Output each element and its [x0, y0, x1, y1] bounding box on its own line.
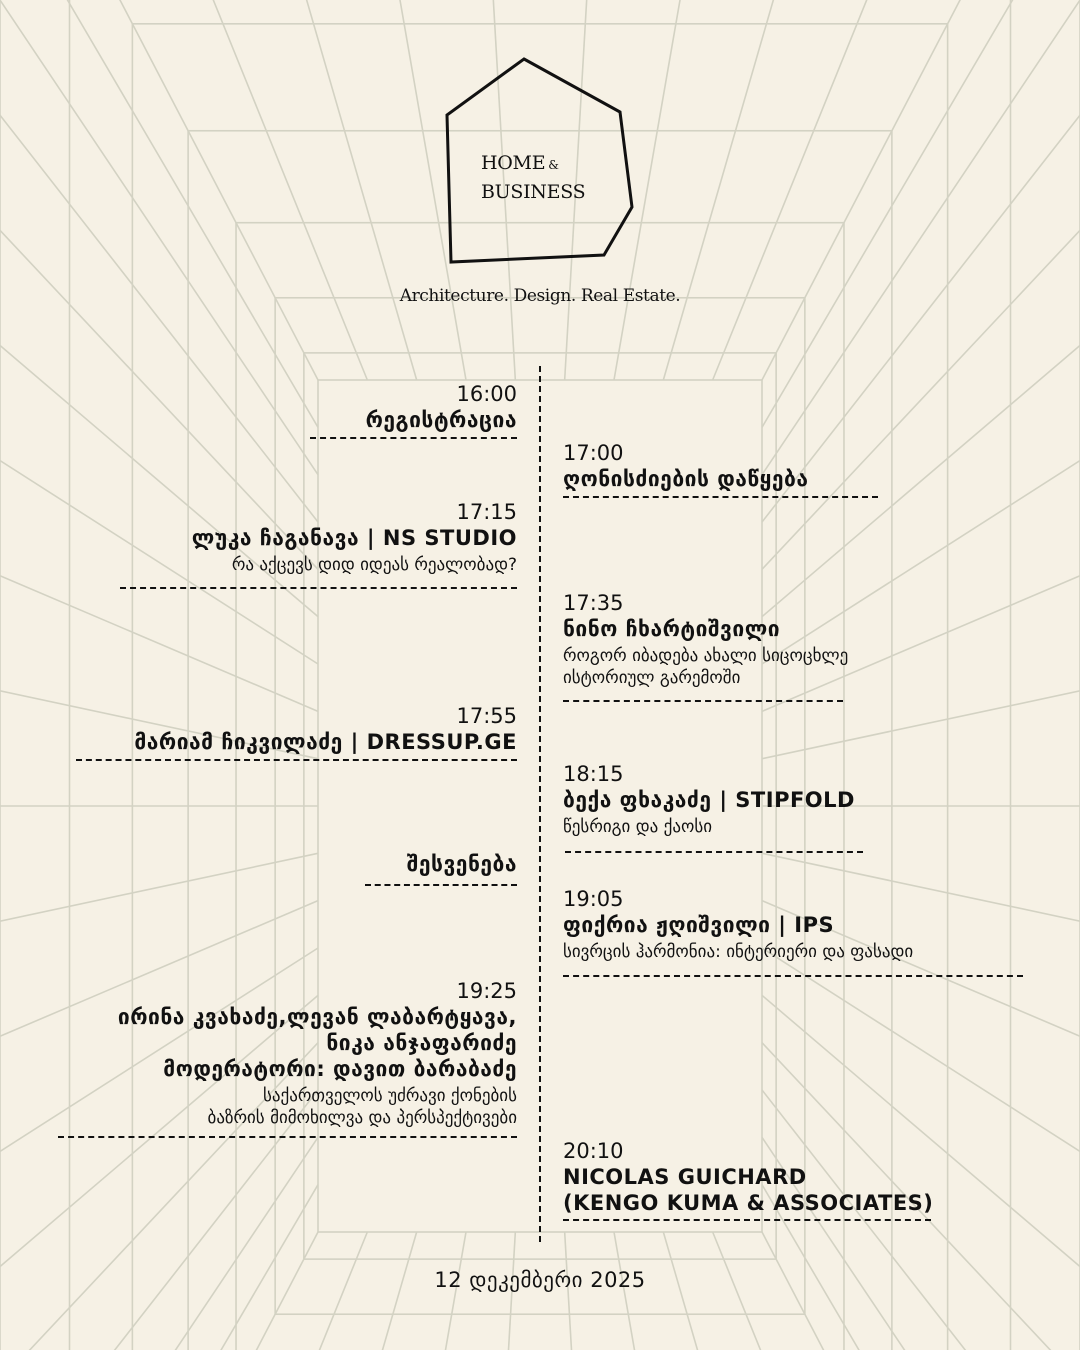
agenda-title: ბექა ფხაკაძე | STIPFOLD [563, 788, 855, 812]
grid-line [0, 0, 318, 427]
separator [58, 1136, 517, 1138]
agenda-item-chikviladze [134, 703, 517, 755]
separator [563, 700, 843, 702]
grid-line [713, 0, 981, 380]
grid-line [762, 948, 1080, 1169]
grid-line [99, 0, 367, 380]
agenda-subtitle: სივრცის ჰარმონია: ინტერიერი და ფასადი [563, 942, 914, 962]
agenda-item-panel [118, 978, 517, 1129]
separator [563, 1219, 931, 1221]
agenda-title-line: ნიკა ანჯაფარიძე [326, 1031, 517, 1055]
timeline-divider [539, 366, 541, 1242]
agenda-title: რეგისტრაცია [365, 408, 517, 432]
agenda-title: მარიამ ჩიკვილაძე | DRESSUP.GE [134, 730, 517, 754]
agenda-title-line: მოდერატორი: დავით ბარაბაძე [163, 1057, 517, 1081]
grid-line [0, 0, 318, 475]
agenda-time: 17:15 [456, 500, 517, 524]
logo-wordmark [481, 150, 585, 206]
logo-ampersand: & [548, 158, 559, 172]
grid-line [0, 0, 318, 380]
agenda-subtitle: წესრიგი და ქაოსი [563, 817, 713, 837]
grid-line [762, 0, 1080, 427]
agenda-item-opening [563, 440, 808, 492]
agenda-title: ნინო ჩხარტიშვილი [563, 617, 781, 641]
agenda-title-line: NICOLAS GUICHARD [563, 1165, 807, 1189]
grid-line [762, 685, 1080, 759]
agenda-time: 20:10 [563, 1139, 624, 1163]
separator [563, 975, 1023, 977]
grid-line [663, 0, 855, 380]
agenda-subtitle-line: ბაზრის მიმოხილვა და პერსპექტივები [207, 1108, 517, 1128]
grid-line [762, 0, 1080, 380]
grid-line [762, 322, 1080, 616]
agenda-time: 17:00 [563, 441, 624, 465]
agenda-item-zhghishvili [563, 886, 913, 963]
agenda-time: 17:55 [456, 704, 517, 728]
agenda-time: 17:35 [563, 591, 624, 615]
agenda-item-break [407, 851, 517, 877]
event-date: 12 დეკემბერი 2025 [434, 1268, 646, 1292]
agenda-time: 19:25 [456, 979, 517, 1003]
agenda-subtitle-line: როგორ იბადება ახალი სიცოცხლე [563, 646, 849, 666]
agenda-item-chaganava [192, 499, 517, 576]
agenda-item-pkhakadze [563, 761, 855, 838]
separator [565, 851, 863, 853]
separator [76, 759, 517, 761]
agenda-item-guichard [563, 1138, 933, 1216]
grid-line [0, 1137, 318, 1350]
agenda-title-line: (KENGO KUMA & ASSOCIATES) [563, 1191, 934, 1215]
grid-line [0, 853, 318, 927]
tagline: Architecture. Design. Real Estate. [399, 286, 681, 306]
agenda-time: 18:15 [563, 762, 624, 786]
agenda-item-chkhartishvili [563, 590, 848, 689]
agenda-title: ღონისძიების დაწყება [563, 467, 809, 491]
agenda-subtitle-line: საქართველოს უძრავი ქონების [262, 1086, 517, 1106]
separator [310, 437, 517, 439]
grid-line [225, 0, 417, 380]
agenda-subtitle-line: ისტორიულ გარემოში [563, 668, 741, 688]
logo-home: HOME [481, 152, 546, 174]
separator [120, 587, 517, 589]
agenda-title: შესვენება [406, 852, 517, 876]
grid-line [762, 0, 1080, 475]
separator [563, 496, 878, 498]
grid-line [0, 1090, 318, 1350]
agenda-subtitle: რა აქცევს დიდ იდეას რეალობად? [231, 555, 517, 575]
agenda-title: ლუკა ჩაგანავა | NS STUDIO [191, 526, 517, 550]
agenda-time: 19:05 [563, 887, 624, 911]
separator [365, 884, 517, 886]
agenda-title: ფიქრია ჟღიშვილი | IPS [563, 913, 835, 937]
agenda-item-registration [366, 381, 517, 433]
agenda-title-line: ირინა კვახაძე,ლევან ლაბარტყავა, [117, 1005, 517, 1029]
logo-business: BUSINESS [481, 181, 586, 203]
agenda-time: 16:00 [456, 382, 517, 406]
